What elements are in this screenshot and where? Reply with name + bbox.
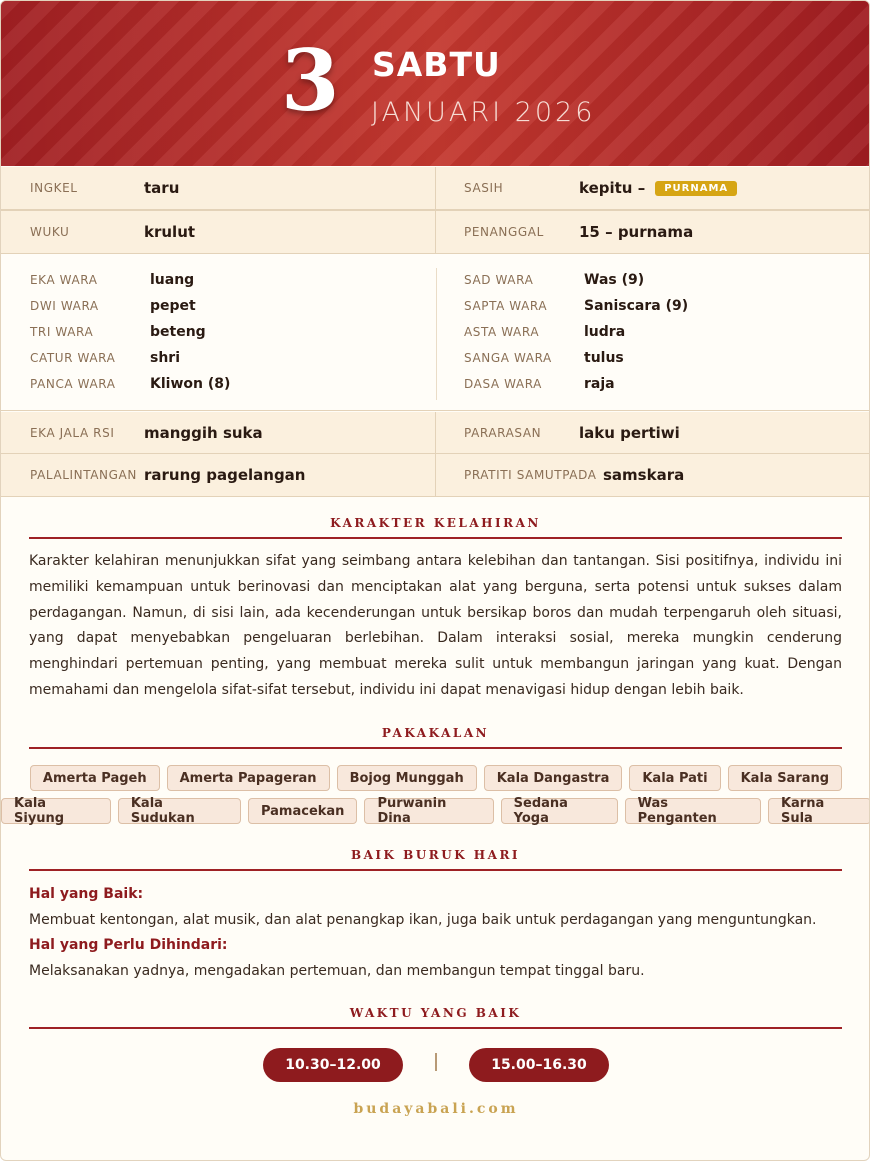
- tri-wara-row: [30, 320, 206, 344]
- palalintangan-value: rarung pagelangan: [144, 466, 306, 484]
- sasih-label: SASIH: [464, 181, 504, 195]
- sanga-wara-row: [464, 346, 624, 370]
- wuku-label: WUKU: [30, 225, 70, 239]
- info-row-2: [1, 210, 870, 254]
- pakakalan-tag: Bojog Munggah: [337, 765, 477, 791]
- good-text: Membuat kentongan, alat musik, dan alat penangkap ikan, juga baik untuk perdagangan yang menguntungkan.: [29, 912, 817, 928]
- wara-label: DASA WARA: [464, 377, 542, 391]
- pakakalan-tag: Kala Sudukan: [118, 798, 241, 824]
- palalintangan-label: PALALINTANGAN: [30, 468, 137, 482]
- wara-label: SAD WARA: [464, 273, 534, 287]
- wara-label: ASTA WARA: [464, 325, 540, 339]
- day-number: 3: [281, 31, 340, 130]
- sasih-cell: [437, 167, 870, 209]
- dasa-wara-row: [464, 372, 615, 396]
- wara-value: shri: [150, 350, 181, 366]
- baik-buruk-title: BAIK BURUK HARI: [350, 848, 521, 862]
- karakter-text: Karakter kelahiran menunjukkan sifat yang seimbang antara kelebihan dan tantangan. Sisi positifnya, individu ini memiliki kemampuan untuk berinovasi dan menciptakan alat yang berguna, serta potensi untuk sukses dalam perdagangan. Namun, di sisi lain, ada kecenderungan untuk bersikap boros dan mudah terpengaruh oleh situasi, yang dapat menyebabkan pengeluaran berlebihan. Dalam interaksi sosial, mereka mungkin cenderung menghindari pertemuan penting, yang membuat mereka sulit untuk membangun jaringan yang kuat. Dengan memahami dan mengelola sifat-sifat tersebut, individu ini dapat menavigasi hidup dengan lebih baik.: [29, 553, 842, 698]
- pakakalan-tag: Amerta Pageh: [30, 765, 160, 791]
- pratiti-samutpada-label: PRATITI SAMUTPADA: [464, 468, 597, 482]
- wara-value: luang: [150, 272, 195, 288]
- waktu-divider: [29, 1027, 842, 1029]
- pakakalan-row-1: [1, 765, 870, 791]
- dwi-wara-row: [30, 294, 196, 318]
- sasih-value: kepitu –: [579, 179, 646, 197]
- pratiti-samutpada-value: samskara: [603, 466, 685, 484]
- wara-value: Saniscara (9): [584, 298, 689, 314]
- pakakalan-divider: [29, 747, 842, 749]
- palalintangan-cell: [1, 454, 436, 496]
- purnama-badge: PURNAMA: [655, 181, 737, 196]
- pakakalan-tag: Kala Siyung: [1, 798, 111, 824]
- eka-wara-row: [30, 268, 194, 292]
- avoid-text: Melaksanakan yadnya, mengadakan pertemuan, dan membangun tempat tinggal baru.: [29, 963, 645, 979]
- eka-jala-rsi-label: EKA JALA RSI: [30, 425, 115, 440]
- month-year: JANUARI 2026: [371, 97, 596, 128]
- pakakalan-tag: Amerta Papageran: [167, 765, 330, 791]
- wara-value: raja: [584, 376, 615, 392]
- ingkel-value: taru: [144, 179, 180, 197]
- wara-value: tulus: [584, 350, 624, 366]
- asta-wara-row: [464, 320, 625, 344]
- eka-jala-rsi-value: manggih suka: [144, 423, 263, 442]
- penanggal-cell: [437, 211, 870, 253]
- panca-wara-row: [30, 372, 230, 396]
- pratiti-samutpada-cell: [437, 454, 870, 496]
- info-row-1: [1, 167, 870, 210]
- penanggal-label: PENANGGAL: [464, 225, 544, 239]
- wara-label: PANCA WARA: [30, 377, 116, 391]
- ingkel-label: INGKEL: [30, 181, 78, 195]
- pakakalan-tag: Kala Pati: [629, 765, 720, 791]
- sad-wara-row: [464, 268, 644, 292]
- time-slot-pill: 15.00–16.30: [469, 1048, 609, 1082]
- avoid-heading: Hal yang Perlu Dihindari:: [29, 937, 228, 953]
- wara-label: SAPTA WARA: [464, 299, 548, 313]
- pararasan-label: PARARASAN: [464, 425, 542, 440]
- info-row-4: [1, 454, 870, 497]
- wara-value: Was (9): [584, 272, 645, 288]
- date-header: [1, 1, 870, 166]
- karakter-title: KARAKTER KELAHIRAN: [330, 516, 541, 530]
- pakakalan-tag: Sedana Yoga: [501, 798, 618, 824]
- info-row-3: [1, 412, 870, 454]
- karakter-divider: [29, 537, 842, 539]
- wara-label: DWI WARA: [30, 299, 99, 313]
- eka-jala-rsi-cell: [1, 412, 436, 453]
- pakakalan-tag: Kala Sarang: [728, 765, 842, 791]
- baik-buruk-divider: [29, 869, 842, 871]
- footer-brand: budayabali.com: [353, 1101, 519, 1117]
- time-slot-pill: 10.30–12.00: [263, 1048, 403, 1082]
- wuku-cell: [1, 211, 436, 253]
- pakakalan-tag: Kala Dangastra: [484, 765, 623, 791]
- good-heading: Hal yang Baik:: [29, 886, 144, 902]
- day-name: SABTU: [372, 45, 501, 84]
- wara-value: ludra: [584, 324, 626, 340]
- penanggal-value: 15 – purnama: [579, 223, 694, 241]
- wara-value: beteng: [150, 324, 206, 340]
- pararasan-value: laku pertiwi: [579, 423, 680, 442]
- wara-value: Kliwon (8): [150, 376, 231, 392]
- pararasan-cell: [437, 412, 870, 453]
- wara-label: CATUR WARA: [30, 351, 116, 365]
- wara-label: EKA WARA: [30, 273, 98, 287]
- pakakalan-tag: Pamacekan: [248, 798, 357, 824]
- sapta-wara-row: [464, 294, 688, 318]
- pakakalan-tag: Karna Sula: [768, 798, 870, 824]
- wara-label: SANGA WARA: [464, 351, 552, 365]
- wara-divider: [436, 268, 437, 400]
- wara-block: [1, 254, 870, 411]
- pakakalan-row-2: [1, 798, 870, 824]
- ingkel-cell: [1, 167, 436, 209]
- waktu-title: WAKTU YANG BAIK: [349, 1006, 522, 1020]
- wuku-value: krulut: [144, 223, 196, 241]
- wara-label: TRI WARA: [30, 325, 94, 339]
- wara-value: pepet: [150, 298, 196, 314]
- time-separator: [435, 1053, 437, 1071]
- pakakalan-title: PAKAKALAN: [381, 726, 490, 740]
- pakakalan-tag: Was Penganten: [625, 798, 761, 824]
- catur-wara-row: [30, 346, 180, 370]
- pakakalan-tag: Purwanin Dina: [364, 798, 493, 824]
